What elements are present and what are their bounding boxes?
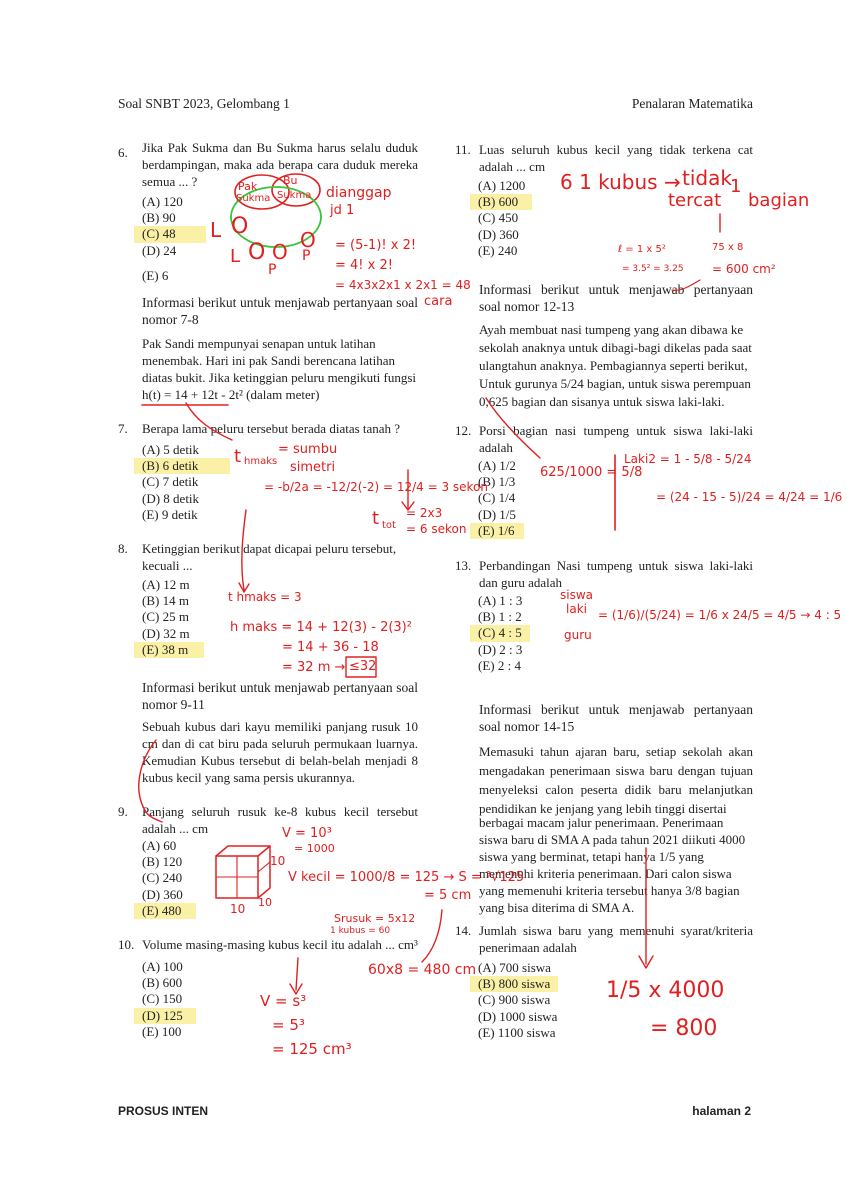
note-q12-3: = (24 - 15 - 5)/24 = 4/24 = 1/6 (656, 490, 843, 504)
note-q8-1: t hmaks = 3 (228, 590, 302, 604)
note-q8-4: = 32 m → (282, 660, 346, 675)
option-8a[interactable]: (A) 12 m (142, 577, 190, 592)
option-10d-highlighted[interactable]: (D) 125 (134, 1008, 196, 1024)
question-6-text: Jika Pak Sukma dan Bu Sukma harus selalu duduk berdampingan, maka ada berapa cara duduk mereka semua ... ? (142, 140, 418, 189)
note-cube-dim-2: 10 (258, 896, 272, 909)
note-bu: Bu (283, 174, 298, 187)
info-12-13-text: Ayah membuat nasi tumpeng yang akan dibawa ke sekolah anaknya untuk dibagi-bagi dikelas pada saat ulangtahun anaknya. Pembagiannya seperti berikut, Untuk gurunya 5/24 bagian, untuk siswa perempuan 0,625 bagian dan sisanya untuk siswa laki-laki. (479, 322, 752, 409)
note-pak: Pak (238, 180, 258, 193)
note-o-1: O (231, 214, 249, 239)
question-8-text: Ketinggian berikut dapat dicapai peluru tersebut, kecuali ... (142, 541, 397, 573)
option-12d[interactable]: (D) 1/5 (478, 506, 516, 522)
question-7-text: Berapa lama peluru tersebut berada diatas tanah ? (142, 421, 401, 436)
note-q6-calc-2: = 4! x 2! (335, 258, 393, 273)
note-q11-area-calc: = 3.5² = 3.25 (622, 264, 684, 274)
note-t-tot: t (372, 508, 380, 529)
option-8b[interactable]: (B) 14 m (142, 593, 189, 609)
option-9e-highlighted[interactable]: (E) 480 (134, 903, 196, 919)
note-o-3: O (272, 240, 288, 264)
option-7e[interactable]: (E) 9 detik (142, 506, 198, 522)
question-7-number: 7. (118, 421, 128, 436)
note-cube-dim-1: 10 (270, 854, 286, 868)
info-7-8-formula: h(t) = 14 + 12t - 2t² (dalam meter) (142, 387, 320, 402)
note-q6-calc-3: = 4x3x2x1 x 2x1 = 48 (335, 278, 471, 292)
note-t-tot-sub: tot (382, 520, 396, 531)
note-q11-total: 75 x 8 (712, 242, 744, 253)
option-11c[interactable]: (C) 450 (478, 210, 519, 226)
option-13d[interactable]: (D) 2 : 3 (478, 641, 523, 657)
note-q9-r3: 60x8 = 480 cm (368, 962, 477, 978)
note-cube-dim-3: 10 (230, 902, 246, 916)
note-q14-1: 1/5 x 4000 (606, 978, 725, 1003)
note-q10-3: = 125 cm³ (272, 1040, 352, 1058)
question-8-number: 8. (118, 541, 128, 556)
note-o-4: O (300, 228, 316, 252)
option-14b-highlighted[interactable]: (B) 800 siswa (470, 976, 558, 992)
note-dianggap: dianggap (326, 185, 392, 201)
option-12e-highlighted[interactable]: (E) 1/6 (470, 523, 524, 539)
note-q10-2: = 5³ (272, 1016, 305, 1034)
option-14a[interactable]: (A) 700 siswa (478, 960, 551, 975)
question-9-text: Panjang seluruh rusuk ke-8 kubus kecil tersebut adalah ... cm (142, 804, 418, 836)
page-header-right: Penalaran Matematika (631, 96, 753, 111)
option-13a[interactable]: (A) 1 : 3 (478, 593, 523, 608)
option-11d[interactable]: (D) 360 (478, 226, 519, 242)
info-14-15-text-1: Memasuki tahun ajaran baru, setiap sekolah akan mengadakan penerimaan siswa baru dengan tujuan menyeleksi calon peserta didik baru melanjutkan pendidikan ke jenjang yang lebih tinggi disertai (479, 744, 753, 816)
question-12-number: 12. (455, 423, 472, 438)
note-q13-guru: guru (564, 628, 592, 642)
question-6-number: 6. (118, 145, 128, 160)
note-q12-2: Laki2 = 1 - 5/8 - 5/24 (624, 452, 752, 466)
question-10-number: 10. (118, 937, 135, 952)
note-q8-5: ≤32 (349, 659, 377, 674)
option-7d[interactable]: (D) 8 detik (142, 490, 200, 506)
note-p-1: P (268, 262, 277, 278)
info-9-11-title: Informasi berikut untuk menjawab pertanyaan soal nomor 9-11 (142, 680, 418, 712)
note-q9-v4: = 5 cm (424, 888, 472, 903)
note-q11-total-result: = 600 cm² (712, 262, 776, 276)
option-7c[interactable]: (C) 7 detik (142, 474, 199, 490)
info-14-15-title: Informasi berikut untuk menjawab pertanyaan soal nomor 14-15 (479, 702, 753, 734)
option-7a[interactable]: (A) 5 detik (142, 442, 200, 457)
option-14d[interactable]: (D) 1000 siswa (478, 1008, 558, 1024)
option-10a[interactable]: (A) 100 (142, 959, 183, 974)
note-q9-r1: Srusuk = 5x12 (334, 912, 416, 925)
note-q9-r2: 1 kubus = 60 (330, 926, 391, 936)
option-13c-highlighted[interactable]: (C) 4 : 5 (470, 625, 530, 641)
option-8c[interactable]: (C) 25 m (142, 609, 189, 625)
option-9a[interactable]: (A) 60 (142, 838, 177, 853)
option-11e[interactable]: (E) 240 (478, 242, 518, 258)
option-9d[interactable]: (D) 360 (142, 886, 183, 902)
option-12c[interactable]: (C) 1/4 (478, 490, 516, 506)
question-13-number: 13. (455, 558, 472, 573)
note-simetri: simetri (290, 460, 336, 475)
note-q11-bagian: bagian (748, 190, 810, 211)
option-14c[interactable]: (C) 900 siswa (478, 992, 551, 1008)
note-q11-one: 1 (730, 176, 742, 197)
note-t-tot-calc: = 2x3 (406, 506, 443, 520)
question-9-number: 9. (118, 804, 128, 819)
note-q10-1: V = s³ (260, 992, 307, 1010)
option-6e[interactable]: (E) 6 (142, 267, 169, 283)
note-cara: cara (424, 294, 453, 309)
note-sumbu: = sumbu (278, 442, 338, 457)
footer-right: halaman 2 (692, 1104, 751, 1118)
note-q8-3: = 14 + 36 - 18 (282, 640, 379, 655)
info-9-11-text: Sebuah kubus dari kayu memiliki panjang rusuk 10 cm dan di cat biru pada seluruh permukaan luarnya. Kemudian Kubus tersebut di belah-belah menjadi 8 kubus kecil yang sama persis ukurannya. (142, 719, 418, 785)
question-13-text: Perbandingan Nasi tumpeng untuk siswa laki-laki dan guru adalah (479, 558, 753, 590)
note-q14-2: = 800 (650, 1016, 718, 1041)
info-14-15-text-2: berbagai macam jalur penerimaan. Penerimaan siswa baru di SMA A pada tahun 2021 diikuti 4000 siswa yang berminat, tetapi hanya 1/5 yang memenuhi kriteria penerimaan. Dari calon siswa yang memenuhi kriteria tersebut hanya 3/8 bagian yang bisa diterima di SMA A. (479, 815, 746, 915)
option-10e[interactable]: (E) 100 (142, 1023, 182, 1039)
option-12b[interactable]: (B) 1/3 (478, 474, 516, 490)
option-6d[interactable]: (D) 24 (142, 242, 177, 258)
note-t-hmaks: t (234, 446, 242, 467)
option-11b-highlighted[interactable]: (B) 600 (470, 194, 532, 210)
question-11-number: 11. (455, 142, 471, 157)
option-8d[interactable]: (D) 32 m (142, 625, 190, 641)
note-q11-tercat: tercat (668, 190, 722, 211)
info-7-8-text: Pak Sandi mempunyai senapan untuk latihan menembak. Hari ini pak Sandi berencana latihan diatas bukit. Jika ketinggian peluru mengikuti fungsi (142, 336, 417, 385)
option-7b-highlighted[interactable]: (B) 6 detik (134, 458, 230, 474)
note-q13-laki: laki (566, 602, 587, 616)
option-11a[interactable]: (A) 1200 (478, 178, 526, 193)
note-o-2: O (248, 240, 266, 265)
note-q13-calc: = (1/6)/(5/24) = 1/6 x 24/5 = 4/5 → 4 : 5 (598, 608, 842, 622)
note-q8-2: h maks = 14 + 12(3) - 2(3)² (230, 620, 412, 635)
note-q13-siswa: siswa (560, 588, 594, 602)
note-q11-tidak: tidak (682, 166, 732, 190)
option-6b[interactable]: (B) 90 (142, 210, 176, 226)
note-sukma-1: Sukma (236, 193, 271, 204)
question-11-text: Luas seluruh kubus kecil yang tidak terkena cat adalah ... cm (479, 142, 753, 174)
option-10b[interactable]: (B) 600 (142, 975, 183, 991)
question-14-text: Jumlah siswa baru yang memenuhi syarat/kriteria penerimaan adalah (479, 923, 753, 955)
note-q9-v3: V kecil = 1000/8 = 125 → S = ³√125 (288, 870, 525, 885)
note-q12-1: 625/1000 = 5/8 (540, 465, 643, 480)
option-12a[interactable]: (A) 1/2 (478, 458, 516, 473)
note-q9-v2: = 1000 (294, 842, 335, 855)
option-9c[interactable]: (C) 240 (142, 870, 183, 886)
note-q6-calc-1: = (5-1)! x 2! (335, 238, 417, 253)
option-13e[interactable]: (E) 2 : 4 (478, 657, 521, 673)
option-8e-highlighted[interactable]: (E) 38 m (134, 642, 204, 658)
page-header-left: Soal SNBT 2023, Gelombang 1 (118, 96, 290, 111)
question-12-text: Porsi bagian nasi tumpeng untuk siswa laki-laki adalah (479, 423, 753, 455)
note-q9-v1: V = 10³ (282, 826, 332, 841)
note-t-tot-result: = 6 sekon (406, 522, 467, 536)
note-q11-area: ℓ = 1 x 5² (618, 244, 666, 255)
footer-left: PROSUS INTEN (118, 1104, 209, 1118)
info-12-13-title: Informasi berikut untuk menjawab pertanyaan soal nomor 12-13 (479, 282, 753, 314)
option-9b[interactable]: (B) 120 (142, 854, 183, 870)
note-sukma-2: Sukma (277, 190, 312, 201)
option-6a[interactable]: (A) 120 (142, 194, 183, 209)
question-14-number: 14. (455, 923, 472, 938)
info-7-8-title: Informasi berikut untuk menjawab pertanyaan soal nomor 7-8 (142, 295, 418, 327)
note-jadi-1: jd 1 (330, 203, 355, 218)
note-l-1: L (210, 218, 222, 242)
option-14e[interactable]: (E) 1100 siswa (478, 1024, 556, 1040)
note-q11-1: 6 1 kubus → (560, 170, 681, 194)
note-t-hmaks-sub: hmaks (244, 456, 278, 467)
note-l-2: L (230, 246, 241, 267)
option-10c[interactable]: (C) 150 (142, 991, 183, 1007)
option-13b[interactable]: (B) 1 : 2 (478, 609, 522, 625)
question-10-text: Volume masing-masing kubus kecil itu adalah ... cm³ (142, 937, 418, 952)
note-sumbu-calc: = -b/2a = -12/2(-2) = 12/4 = 3 sekon (264, 480, 489, 494)
note-p-2: P (302, 248, 311, 264)
option-6c-highlighted[interactable]: (C) 48 (134, 226, 206, 242)
